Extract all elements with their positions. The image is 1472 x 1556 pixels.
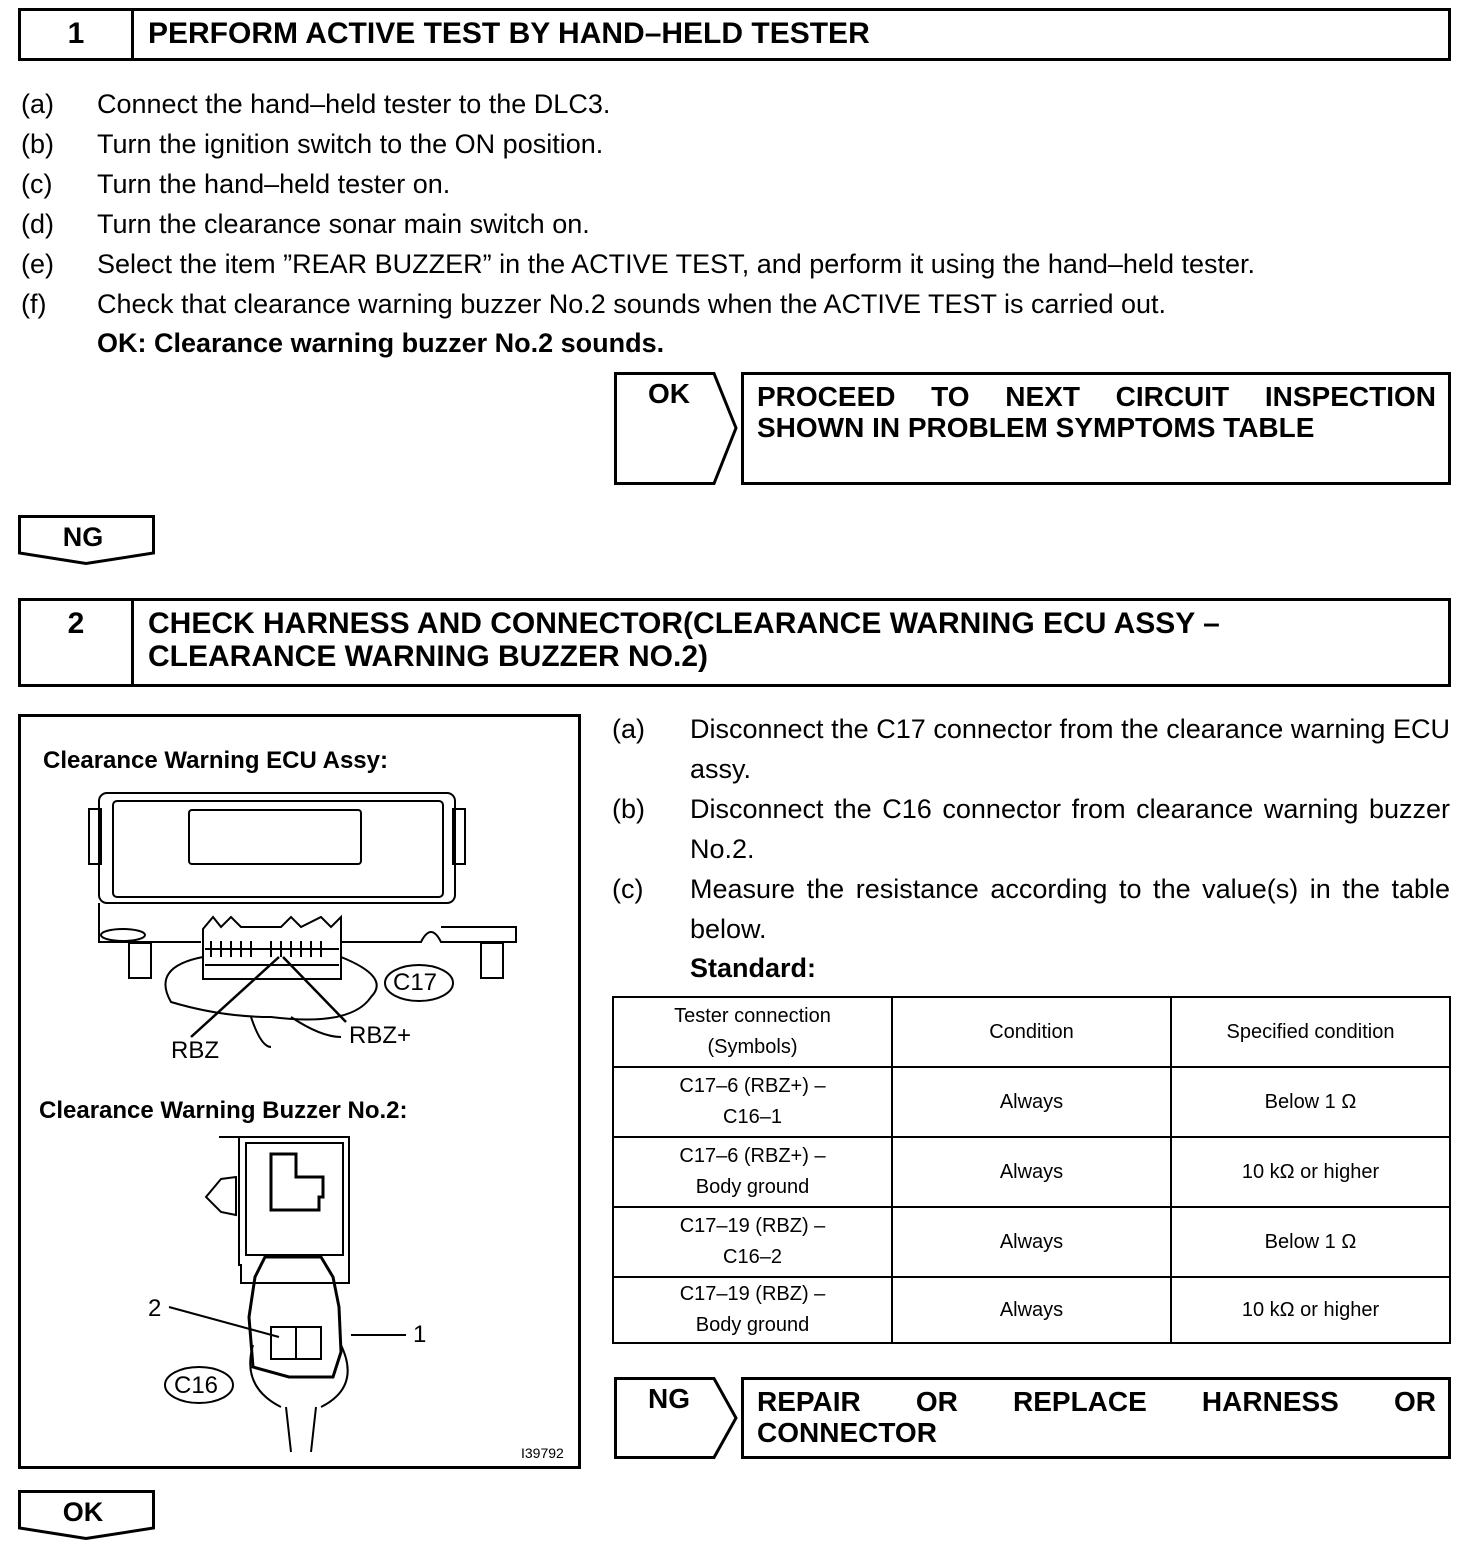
item-text: Measure the resistance according to the value(s) in the table below. xyxy=(690,874,1450,944)
step-1-header xyxy=(18,8,1451,61)
ng-arrow xyxy=(614,1377,738,1459)
step-number: 2 xyxy=(21,601,134,684)
ok-result-line: PROCEED TO NEXT CIRCUIT INSPECTION xyxy=(757,381,1436,412)
c16-label: C16 xyxy=(174,1372,219,1399)
ok-arrow xyxy=(614,372,738,485)
table-cell: C17–6 (RBZ+) – C16–1 xyxy=(613,1067,892,1137)
ng-label: NG xyxy=(62,522,104,552)
rbz-label: RBZ xyxy=(171,1037,219,1064)
item-label: (b) xyxy=(21,129,54,159)
figure-id: I39792 xyxy=(521,1445,564,1461)
header-cell: Tester connection (Symbols) xyxy=(613,997,892,1067)
ecu-title: Clearance Warning ECU Assy: xyxy=(43,747,388,774)
table-cell: C17–6 (RBZ+) – Body ground xyxy=(613,1137,892,1207)
table-cell: Always xyxy=(892,1207,1171,1277)
ng-label: NG xyxy=(648,1383,690,1414)
table-cell: 10 kΩ or higher xyxy=(1171,1137,1450,1207)
table-row xyxy=(613,1277,1450,1343)
item-text: Connect the hand–held tester to the DLC3. xyxy=(97,89,611,119)
table-cell: Always xyxy=(892,1137,1171,1207)
rbz-plus-label: RBZ+ xyxy=(349,1022,412,1049)
step-2-header xyxy=(18,598,1451,687)
table-cell: Always xyxy=(892,1277,1171,1343)
item-label: (c) xyxy=(21,169,53,199)
ng-result-line: CONNECTOR xyxy=(757,1417,937,1448)
table-cell: Below 1 Ω xyxy=(1171,1207,1450,1277)
ng-tab xyxy=(18,515,155,565)
instruction-item xyxy=(612,869,1450,949)
item-text: Check that clearance warning buzzer No.2 sounds when the ACTIVE TEST is carried out. xyxy=(97,289,1167,319)
item-text: Turn the clearance sonar main switch on. xyxy=(97,209,590,239)
table-row xyxy=(613,1067,1450,1137)
item-text: Select the item ”REAR BUZZER” in the ACTIVE TEST, and perform it using the hand–held tester. xyxy=(97,249,1256,279)
item-label: (d) xyxy=(21,209,54,239)
item-text: Turn the ignition switch to the ON position. xyxy=(97,129,604,159)
pin-2-label: 2 xyxy=(148,1295,162,1322)
ok-tab xyxy=(18,1490,155,1540)
item-label: (c) xyxy=(612,874,644,904)
table-row xyxy=(613,1137,1450,1207)
instruction-item xyxy=(612,709,1450,789)
standard-label: Standard: xyxy=(690,953,817,983)
step-title: PERFORM ACTIVE TEST BY HAND–HELD TESTER xyxy=(148,17,870,50)
table-cell: Below 1 Ω xyxy=(1171,1067,1450,1137)
header-cell: Condition xyxy=(892,997,1171,1067)
ok-criterion: OK: Clearance warning buzzer No.2 sounds. xyxy=(97,328,665,358)
buzzer-title: Clearance Warning Buzzer No.2: xyxy=(39,1097,408,1124)
ok-label: OK xyxy=(648,378,690,409)
instruction-item xyxy=(612,789,1450,869)
ng-result-line: REPAIR OR REPLACE HARNESS OR xyxy=(757,1386,1436,1417)
table-header-row xyxy=(613,997,1450,1067)
step-title-line: CHECK HARNESS AND CONNECTOR(CLEARANCE WARNING ECU ASSY – xyxy=(148,607,1220,640)
item-label: (a) xyxy=(612,714,645,744)
step-title xyxy=(134,601,1448,684)
item-label: (f) xyxy=(21,289,47,319)
c17-label: C17 xyxy=(393,969,438,996)
ng-result xyxy=(741,1377,1451,1459)
item-text: Turn the hand–held tester on. xyxy=(97,169,451,199)
resistance-table xyxy=(612,996,1451,1344)
step-number: 1 xyxy=(21,11,134,58)
connector-diagram xyxy=(18,714,581,1469)
item-label: (a) xyxy=(21,89,54,119)
pin-1-label: 1 xyxy=(413,1321,427,1348)
item-text: Disconnect the C17 connector from the clearance warning ECU assy. xyxy=(690,714,1450,784)
table-row xyxy=(613,1207,1450,1277)
header-cell: Specified condition xyxy=(1171,997,1450,1067)
ok-label: OK xyxy=(62,1497,104,1527)
table-cell: 10 kΩ or higher xyxy=(1171,1277,1450,1343)
table-cell: C17–19 (RBZ) – C16–2 xyxy=(613,1207,892,1277)
ok-result-line: SHOWN IN PROBLEM SYMPTOMS TABLE xyxy=(757,412,1315,443)
item-text: Disconnect the C16 connector from clearance warning buzzer No.2. xyxy=(690,794,1450,864)
item-label: (b) xyxy=(612,794,645,824)
step-title-line: CLEARANCE WARNING BUZZER NO.2) xyxy=(148,640,708,673)
table-cell: C17–19 (RBZ) – Body ground xyxy=(613,1277,892,1343)
table-cell: Always xyxy=(892,1067,1171,1137)
ok-result xyxy=(741,372,1451,485)
item-label: (e) xyxy=(21,249,54,279)
